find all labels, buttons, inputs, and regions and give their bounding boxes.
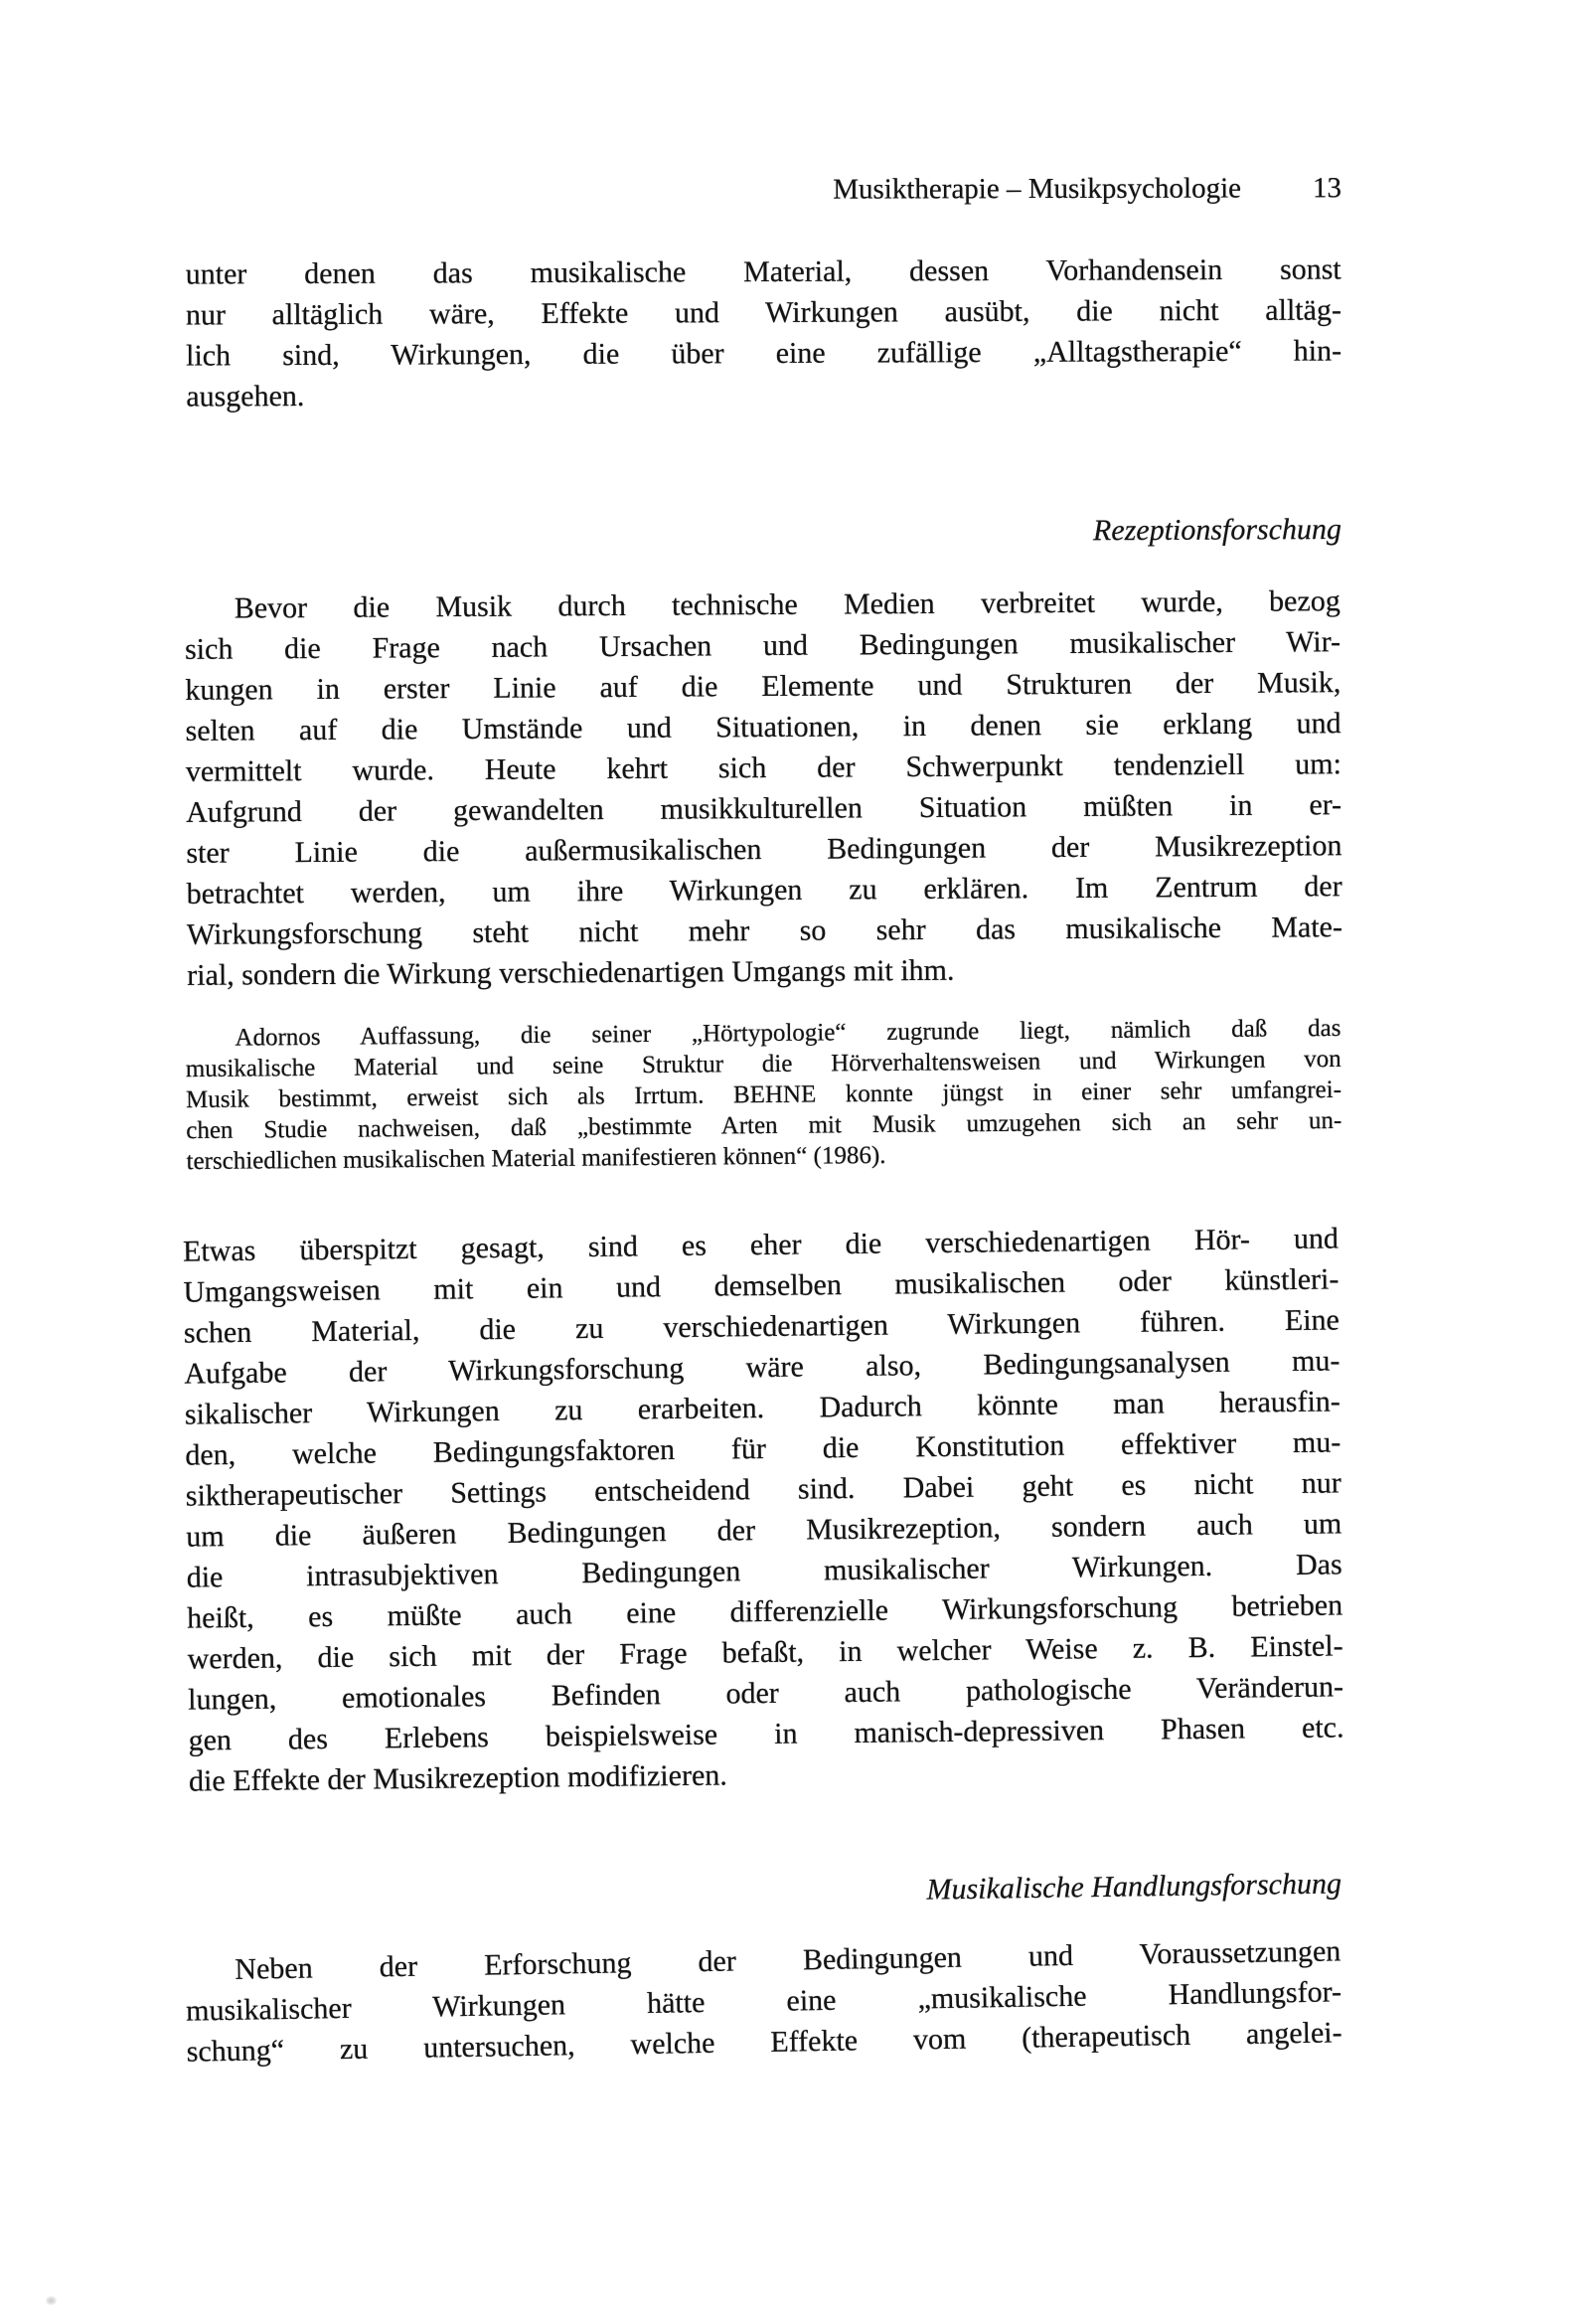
- paragraph-petit-adorno-behne: [185, 1013, 1341, 1177]
- text-line: kungen in erster Linie auf die Elemente und Strukturen der Musik,: [185, 666, 1341, 707]
- text-line: sich die Frage nach Ursachen und Bedingungen musikalischer Wir-: [184, 625, 1341, 666]
- text-line: chen Studie nachweisen, daß „bestimmte Arten mit Musik umzugehen sich an sehr un-: [186, 1106, 1342, 1145]
- text-line: Musik bestimmt, erweist sich als Irrtum. BEHNE konnte jüngst in einer sehr umfangrei-: [185, 1076, 1342, 1114]
- text-line: Aufgabe der Wirkungsforschung wäre also, Bedingungsanalysen mu-: [184, 1344, 1340, 1391]
- text-line: terschiedlichen musikalischen Material manifestieren können“ (1986).: [186, 1141, 886, 1176]
- text-line: schen Material, die zu verschiedenartigen Wirkungen führen. Eine: [183, 1303, 1340, 1350]
- text-line: Wirkungsforschung steht nicht mehr so sehr das musikalische Mate-: [186, 911, 1343, 951]
- text-line: Adornos Auffassung, die seiner „Hörtypologie“ zugrunde liegt, nämlich daß das: [235, 1014, 1341, 1052]
- text-line: lich sind, Wirkungen, die über eine zufällige „Alltagstherapie“ hin-: [186, 334, 1342, 373]
- text-line: unter denen das musikalische Material, dessen Vorhandensein sonst: [185, 252, 1341, 291]
- heading-musikalische-handlungsforschung: Musikalische Handlungsforschung: [926, 1867, 1342, 1907]
- text-line: musikalischer Wirkungen hätte eine „musikalische Handlungsfor-: [185, 1975, 1342, 2028]
- text-line: betrachtet werden, um ihre Wirkungen zu erklären. Im Zentrum der: [186, 870, 1342, 911]
- text-line: Aufgrund der gewandelten musikkulturellen Situation müßten in er-: [186, 788, 1342, 829]
- text-line: siktherapeutischer Settings entscheidend sind. Dabei geht es nicht nur: [185, 1466, 1341, 1513]
- text-line: selten auf die Umstände und Situationen, in denen sie erklang und: [185, 707, 1341, 747]
- text-line: den, welche Bedingungsfaktoren für die Konstitution effektiver mu-: [185, 1425, 1341, 1472]
- running-head: [0, 171, 1341, 209]
- text-line: die intrasubjektiven Bedingungen musikalischer Wirkungen. Das: [186, 1548, 1342, 1594]
- text-line: vermittelt wurde. Heute kehrt sich der Schwerpunkt tendenziell um:: [185, 747, 1341, 788]
- paragraph-handlungsforschung: [185, 1930, 1342, 2072]
- text-line: sikalischer Wirkungen zu erarbeiten. Dadurch könnte man herausfin-: [184, 1385, 1340, 1431]
- text-line: nur alltäglich wäre, Effekte und Wirkungen ausübt, die nicht alltäg-: [185, 293, 1341, 332]
- text-line: Bevor die Musik durch technische Medien verbreitet wurde, bezog: [234, 584, 1340, 625]
- text-line: Etwas überspitzt gesagt, sind es eher die verschiedenartigen Hör- und: [182, 1222, 1340, 1268]
- paragraph-rezeptionsforschung: [185, 581, 1343, 996]
- text-line: ster Linie die außermusikalischen Bedingungen der Musikrezeption: [186, 829, 1342, 870]
- text-line: musikalische Material und seine Struktur die Hörverhaltensweisen und Wirkungen von: [185, 1045, 1341, 1083]
- text-line: schung“ zu untersuchen, welche Effekte vom (therapeutisch angelei-: [186, 2016, 1342, 2069]
- page-number: 13: [1312, 172, 1342, 205]
- heading-rezeptionsforschung: Rezeptionsforschung: [1092, 512, 1342, 548]
- scan-speck: [46, 2296, 57, 2305]
- text-line: ausgehen.: [186, 380, 305, 414]
- text-line: rial, sondern die Wirkung verschiedenartigen Umgangs mit ihm.: [187, 953, 955, 992]
- text-line: lungen, emotionales Befinden oder auch pathologische Veränderun-: [187, 1670, 1344, 1717]
- text-line: gen des Erlebens beispielsweise in manisch-depressiven Phasen etc.: [188, 1711, 1344, 1757]
- text-line: die Effekte der Musikrezeption modifizieren.: [188, 1758, 727, 1798]
- text-line: Neben der Erforschung der Bedingungen und Voraussetzungen: [235, 1934, 1341, 1986]
- text-line: heißt, es müßte auch eine differenzielle Wirkungsforschung betrieben: [187, 1588, 1343, 1635]
- text-line: Umgangsweisen mit ein und demselben musikalischen oder künstleri-: [183, 1262, 1340, 1309]
- running-head-title: Musiktherapie – Musikpsychologie: [833, 172, 1242, 206]
- paragraph-wirkungsforschung: [183, 1218, 1344, 1801]
- text-line: werden, die sich mit der Frage befaßt, in welcher Weise z. B. Einstel-: [187, 1629, 1343, 1676]
- text-line: um die äußeren Bedingungen der Musikrezeption, sondern auch um: [186, 1507, 1342, 1554]
- paragraph-continuation-top: [186, 249, 1342, 416]
